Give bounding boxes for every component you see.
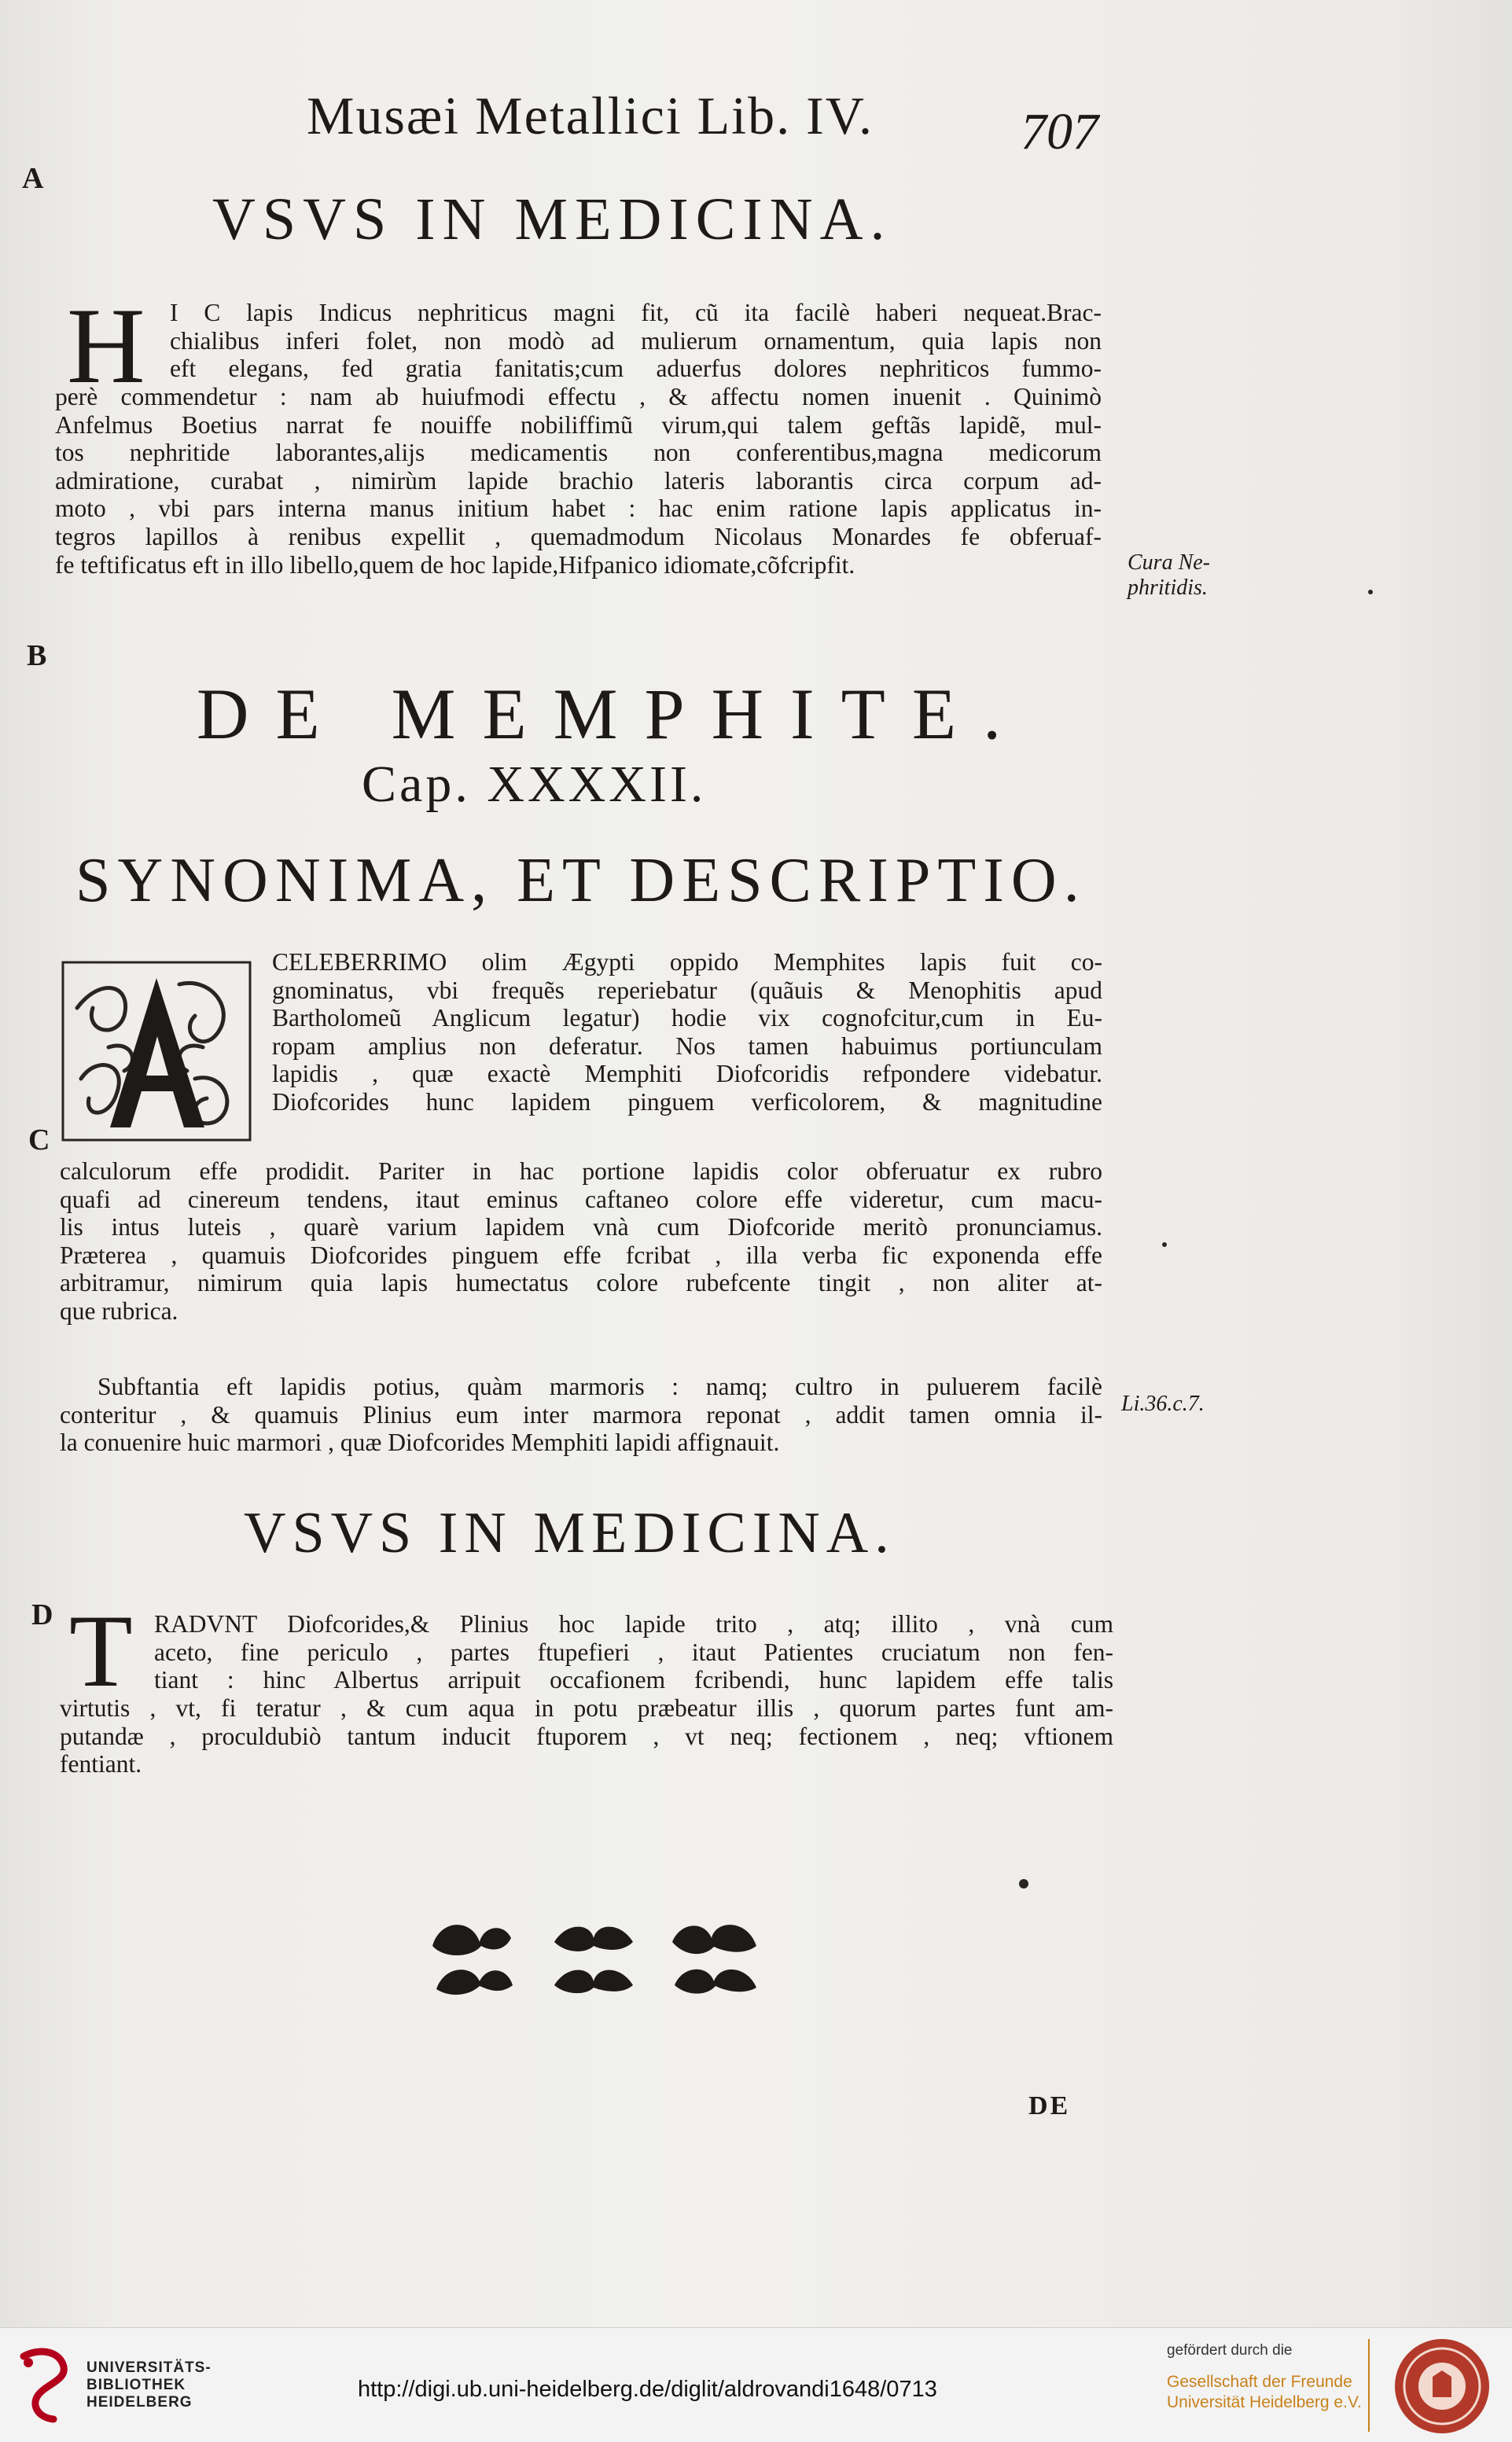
side-note-pliny-ref: Li.36.c.7.: [1121, 1392, 1205, 1416]
text-line: CELEBERRIMO olim Ægypti oppido Memphites lapis fuit co-: [272, 948, 1102, 976]
printers-ornament-icon: [425, 1911, 763, 1997]
margin-letter-a: A: [22, 162, 44, 195]
side-note-cura: [1128, 550, 1210, 601]
funded-by-label: gefördert durch die: [1167, 2342, 1293, 2359]
text-line: Diofcorides hunc lapidem pinguem verficolorem, & magnitudine: [272, 1087, 1102, 1116]
text-line: Anfelmus Boetius narrat fe nouiffe nobiliffimũ virum,qui talem geftãs lapidẽ, mul-: [55, 410, 1102, 439]
margin-letter-d: D: [31, 1598, 53, 1631]
text-line: eft elegans, fed gratia fanitatis;cum aduerfus dolores nephriticos fummo-: [170, 355, 1102, 383]
library-name-line: BIBLIOTHEK: [86, 2377, 186, 2393]
paragraph-substantia: [60, 1373, 1102, 1457]
side-note-line: phritidis.: [1128, 576, 1208, 600]
text-line: aceto, fine periculo , partes ftupefieri , itaut Patientes cruciatum non fen-: [154, 1638, 1113, 1666]
text-line: fentiant.: [60, 1750, 142, 1778]
text-line: gnominatus, vbi frequẽs reperiebatur (quãuis & Menophitis apud: [272, 976, 1102, 1004]
university-seal-icon: [1392, 2336, 1492, 2436]
text-line: lapidis , quæ exactè Memphiti Diofcoridis refpondere videbatur.: [272, 1060, 1102, 1088]
university-library-logo-icon: [14, 2341, 77, 2427]
society-name-line: Universität Heidelberg e.V.: [1167, 2393, 1362, 2411]
text-line: chialibus inferi folet, non modò ad mulierum ornamentum, quia lapis non: [170, 326, 1102, 355]
paragraph-descriptio-body: [60, 1157, 1102, 1326]
paragraph-usus-intro: [170, 299, 1102, 383]
side-note-line: Cura Ne-: [1128, 550, 1210, 575]
text-line: fe teftificatus eft in illo libello,quem de hoc lapide,Hifpanico idiomate,cõfcripfit.: [55, 550, 855, 579]
text-line: perè commendetur : nam ab huiufmodi effectu , & affectu nomen inuenit . Quinimò: [55, 383, 1102, 410]
text-line: Subftantia eft lapidis potius, quàm marmoris : namq; cultro in puluerem facilè: [97, 1373, 1102, 1400]
paragraph-usus2-body: [60, 1694, 1113, 1778]
text-line: quafi ad cinereum tendens, itaut eminus caftaneo colore effe videretur, cum macu-: [60, 1185, 1102, 1213]
text-line: moto , vbi pars interna manus initium habet : hac enim ratione lapis applicatus in-: [55, 495, 1102, 523]
margin-letter-c: C: [28, 1124, 50, 1157]
section-heading-usus-2: VSVS IN MEDICINA.: [244, 1501, 896, 1565]
text-line: RADVNT Diofcorides,& Plinius hoc lapide trito , atq; illito , vnà cum: [154, 1610, 1113, 1638]
text-line: la conuenire huic marmori , quæ Diofcorides Memphiti lapidi affignauit.: [60, 1429, 780, 1457]
chapter-title: DE MEMPHITE.: [197, 674, 1028, 754]
society-name: [1167, 2372, 1362, 2413]
text-line: virtutis , vt, fi teratur , & cum aqua in potu præbeatur illis , quorum partes funt am-: [60, 1694, 1113, 1722]
footer-divider: [1368, 2339, 1370, 2432]
ink-speck: [1368, 590, 1373, 594]
text-line: admiratione, curabat , nimirùm lapide brachio lateris laborantis circa corpum ad-: [55, 466, 1102, 495]
page-number: 707: [1021, 103, 1098, 160]
text-line: arbitramur, nimirum quia lapis humectatus colore rubefcente tingit , non aliter at-: [60, 1269, 1102, 1297]
section-heading-synonima: SYNONIMA, ET DESCRIPTIO.: [75, 846, 1087, 915]
text-line: Præterea , quamuis Diofcorides pinguem effe fcribat , illa verba fic exponenda effe: [60, 1241, 1102, 1269]
text-line: conteritur , & quamuis Plinius eum inter marmora reponat , addit tamen omnia il-: [60, 1400, 1102, 1429]
text-line: calculorum effe prodidit. Pariter in hac portione lapidis color obferuatur ex rubro: [60, 1157, 1102, 1185]
text-line: putandæ , proculdubiò tantum inducit ftuporem , vt neq; fectionem , neq; vftionem: [60, 1722, 1113, 1750]
library-name-line: HEIDELBERG: [86, 2394, 193, 2411]
text-line: tegros lapillos à renibus expellit , quemadmodum Nicolaus Monardes fe obferuaf-: [55, 522, 1102, 550]
library-name: [86, 2359, 212, 2411]
text-line: lis intus luteis , quarè varium lapidem vnà cum Diofcoride meritò pronunciamus.: [60, 1213, 1102, 1241]
paragraph-usus2-intro: [154, 1610, 1113, 1694]
ink-speck: [1162, 1242, 1167, 1247]
running-head: Musæi Metallici Lib. IV.: [307, 86, 874, 145]
text-line: ropam amplius non deferatur. Nos tamen habuimus portiunculam: [272, 1032, 1102, 1060]
decorated-initial-a-icon: [61, 961, 252, 1142]
footer-bar: [0, 2327, 1512, 2442]
text-line: tos nephritide laborantes,alijs medicamentis non conferentibus,magna medicorum: [55, 439, 1102, 467]
dropcap-h: H: [67, 285, 145, 406]
margin-letter-b: B: [27, 639, 47, 672]
paragraph-descriptio-indent: [272, 948, 1102, 1116]
society-name-line: Gesellschaft der Freunde: [1167, 2373, 1352, 2391]
dropcap-t: T: [69, 1593, 133, 1708]
ink-speck: [1019, 1879, 1028, 1889]
text-line: que rubrica.: [60, 1296, 178, 1325]
section-heading-usus: VSVS IN MEDICINA.: [212, 186, 892, 252]
text-line: tiant : hinc Albertus arripuit occafionem fcribendi, hunc lapidem effe talis: [154, 1666, 1113, 1694]
text-line: Bartholomeũ Anglicum legatur) hodie vix cognofcitur,cum in Eu-: [272, 1004, 1102, 1032]
text-line: I C lapis Indicus nephriticus magni fit, cũ ita facilè haberi nequeat.Brac-: [170, 299, 1102, 326]
paragraph-usus-body: [55, 383, 1102, 579]
chapter-number: Cap. XXXXII.: [362, 756, 707, 813]
library-name-line: UNIVERSITÄTS-: [86, 2359, 212, 2376]
catchword: DE: [1028, 2091, 1071, 2120]
permalink-url[interactable]: http://digi.ub.uni-heidelberg.de/diglit/aldrovandi1648/0713: [358, 2377, 937, 2402]
